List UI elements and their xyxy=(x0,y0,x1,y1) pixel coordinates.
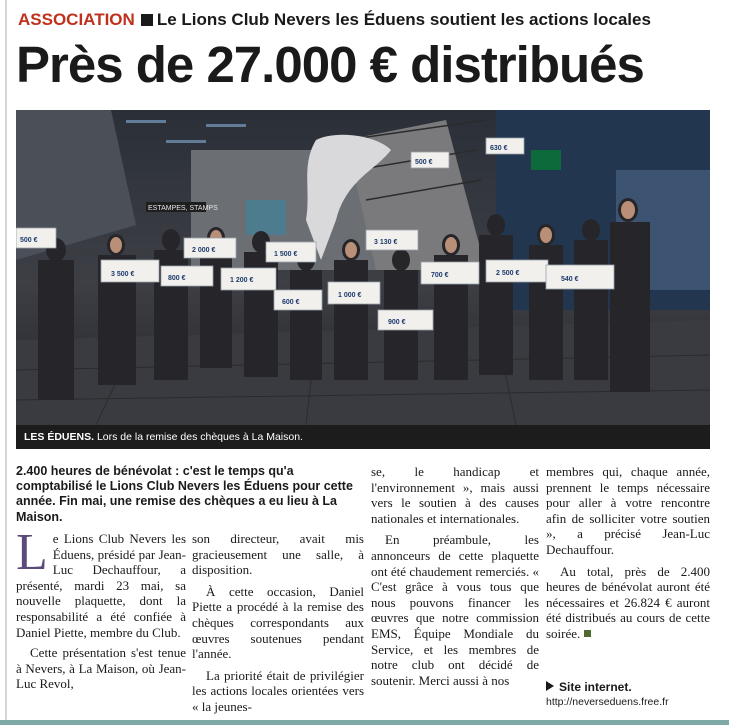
caption-text: Lors de la remise des chèques à La Maison. xyxy=(96,431,303,443)
website-link[interactable]: http://neverseduens.free.fr xyxy=(546,696,669,708)
category-label: ASSOCIATION xyxy=(18,10,135,29)
kicker xyxy=(18,10,651,30)
cheque-amount: 900 € xyxy=(388,319,406,326)
paragraph: son directeur, avait mis gracieusement une salle, à disposition. xyxy=(192,531,364,578)
paragraph xyxy=(16,524,186,640)
paragraph: se, le handicap et l'environnement », mais aussi vers le soutien à des causes nationales et internationales. xyxy=(371,464,539,526)
photo-illustration xyxy=(16,110,710,425)
photo-sign-text: ESTAMPES, STAMPS xyxy=(148,205,218,212)
cheque-amount: 500 € xyxy=(415,159,433,166)
dropcap: L xyxy=(16,524,48,581)
caption-location: LES ÉDUENS. xyxy=(24,431,95,443)
cheque-amount: 500 € xyxy=(20,237,38,244)
cheque-amount: 630 € xyxy=(490,145,508,152)
cheque-amount: 1 500 € xyxy=(274,251,298,258)
cheque-amount: 700 € xyxy=(431,272,449,279)
paragraph: Cette présentation s'est tenue à Nevers, à La Maison, où Jean-Luc Revol, xyxy=(16,645,186,692)
column-1 xyxy=(16,524,186,692)
paragraph-text: Au total, près de 2.400 heures de bénévolat auront été nécessaires et 26.824 € auront été distribués au cours de cette soirée. xyxy=(546,563,710,641)
paragraph: membres qui, chaque année, prennent le temps nécessaire pour aller à votre rencontre afin de solliciter votre soutien », a précisé Jean-Luc Dechauffour. xyxy=(546,464,710,557)
column-3 xyxy=(371,464,539,688)
cheque-amount: 2 500 € xyxy=(496,270,520,277)
photo-caption xyxy=(16,425,710,449)
cheque-amount: 1 000 € xyxy=(338,292,362,299)
bottom-rule xyxy=(0,720,729,725)
article-photo xyxy=(16,110,710,425)
end-square-icon xyxy=(584,630,591,637)
column-2 xyxy=(192,531,364,715)
paragraph: À cette occasion, Daniel Piette a procédé à la remise des chèques correspondants aux œuvres soutenues pendant l'année. xyxy=(192,583,364,662)
cheque-amount: 3 500 € xyxy=(111,271,135,278)
paragraph-text: e Lions Club Nevers les Éduens, présidé par Jean-Luc Dechauffour, a présenté, mardi 23 mai, sa nouvelle plaquette, dont la responsabilité a été confiée à Daniel Piette, membre du Club. xyxy=(16,531,186,640)
arrow-right-icon xyxy=(546,681,554,691)
cheque-amount: 3 130 € xyxy=(374,239,398,246)
cheque-amount: 600 € xyxy=(282,299,300,306)
paragraph: En préambule, les annonceurs de cette plaquette ont été chaudement remerciés. « C'est grâce à vous tous que nous pouvons financer les œuvres que notre commission EMS, Équipe Mondiale du Service, et les membres de notre club ont décidé de soutenir. Merci aussi à nos xyxy=(371,532,539,688)
left-column-rule xyxy=(5,0,7,725)
website-label: Site internet. xyxy=(559,680,632,694)
kicker-title: Le Lions Club Nevers les Éduens soutient les actions locales xyxy=(156,10,651,29)
article-lead: 2.400 heures de bénévolat : c'est le temps qu'a comptabilisé le Lions Club Nevers les Éduens pour cette année. Fin mai, une remise des chèques a eu lieu à La Maison. xyxy=(16,464,353,524)
cheque-amount: 2 000 € xyxy=(192,247,216,254)
kicker-square-icon xyxy=(141,14,153,26)
cheque-amount: 1 200 € xyxy=(230,277,254,284)
paragraph xyxy=(546,564,710,642)
cheque-amount: 800 € xyxy=(168,275,186,282)
column-4 xyxy=(546,464,710,642)
cheque-amount: 540 € xyxy=(561,276,579,283)
website-box xyxy=(546,680,710,709)
paragraph: La priorité était de privilégier les actions locales orientées vers « la jeunes- xyxy=(192,667,364,714)
headline: Près de 27.000 € distribués xyxy=(16,36,644,93)
